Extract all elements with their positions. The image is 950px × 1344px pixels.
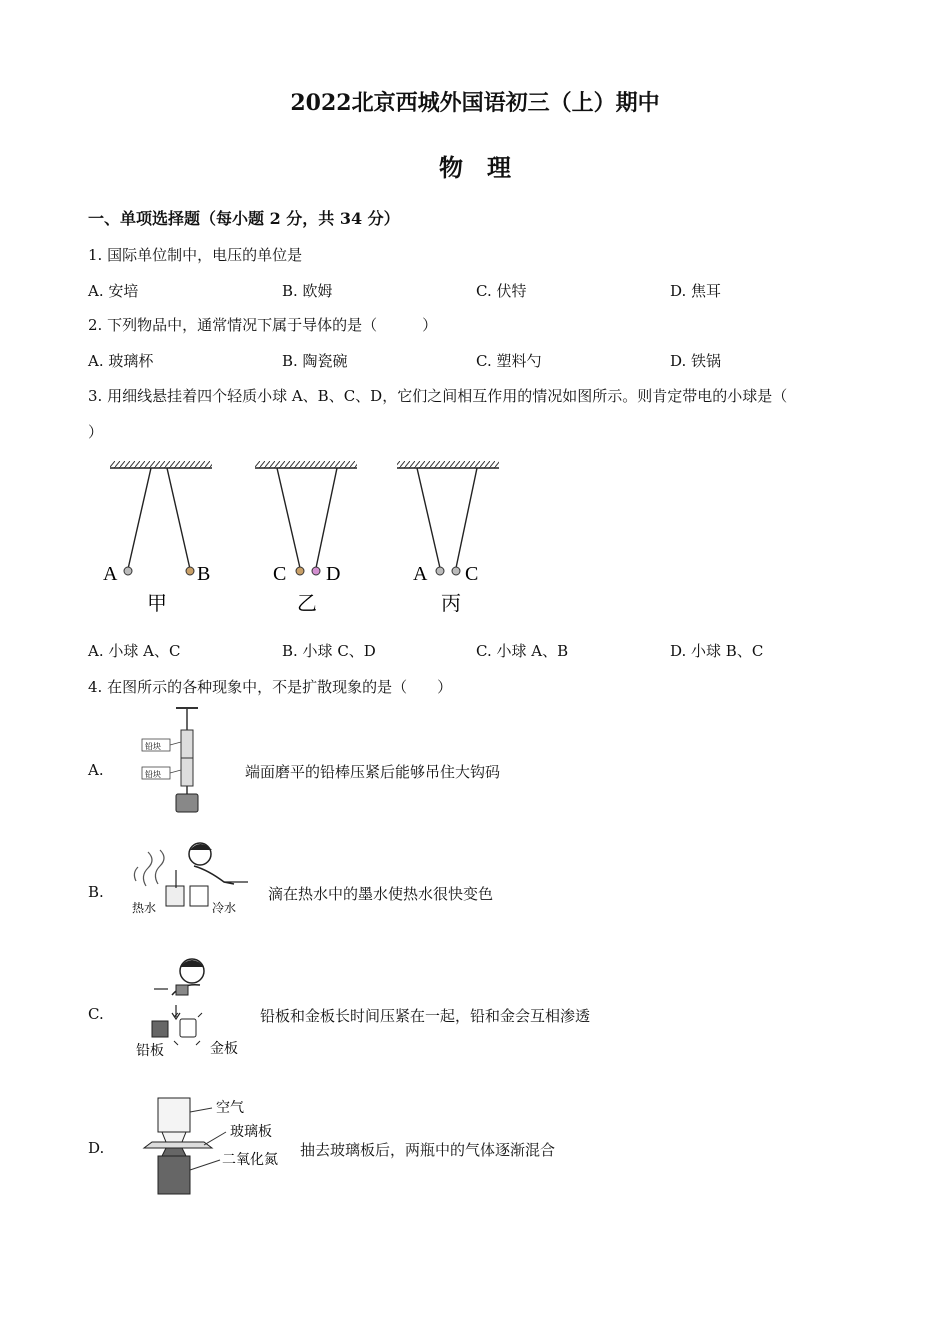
person-arm bbox=[194, 866, 234, 884]
ball-label: B bbox=[197, 563, 211, 585]
fig-label: 铅块 bbox=[145, 770, 161, 779]
q4-option-b-desc: 滴在热水中的墨水使热水很快变色 bbox=[268, 885, 494, 903]
ball-label: C bbox=[273, 563, 287, 585]
glass-plate bbox=[144, 1142, 212, 1148]
hot-water-glass bbox=[166, 886, 184, 906]
q3-option-a: A. 小球 A、C bbox=[88, 642, 181, 660]
ink-diffusion-figure bbox=[128, 836, 250, 918]
thread bbox=[316, 468, 337, 568]
q3-pendulum-figure bbox=[95, 455, 515, 625]
thread bbox=[456, 468, 477, 568]
ball-label: D bbox=[326, 563, 341, 585]
fig-label: 玻璃板 bbox=[230, 1125, 272, 1140]
fig-label: 铅块 bbox=[145, 742, 161, 751]
thread bbox=[277, 468, 300, 568]
fig-label: 金板 bbox=[210, 1042, 238, 1057]
fig-label: 空气 bbox=[216, 1101, 244, 1116]
leader-line bbox=[170, 770, 181, 773]
leader-line bbox=[190, 1108, 212, 1112]
q1-option-d: D. 焦耳 bbox=[670, 282, 722, 300]
figure-jia bbox=[103, 461, 212, 615]
thread bbox=[128, 468, 151, 569]
q2-option-b: B. 陶瓷碗 bbox=[282, 352, 348, 370]
gas-jars-figure bbox=[142, 1090, 292, 1200]
cold-water-glass bbox=[190, 886, 208, 906]
question-4: 4. 在图所示的各种现象中，不是扩散现象的是（ ） bbox=[88, 678, 453, 696]
thread bbox=[417, 468, 440, 568]
q4-option-b-letter: B. bbox=[88, 883, 104, 901]
figure-yi bbox=[255, 461, 357, 615]
leader-line bbox=[170, 742, 181, 745]
lower-jar bbox=[158, 1156, 190, 1194]
lower-jar-neck bbox=[162, 1148, 186, 1156]
ball-label: A bbox=[103, 563, 118, 585]
ball-label: C bbox=[465, 563, 479, 585]
q4-option-a-letter: A. bbox=[88, 761, 104, 779]
ball-label: A bbox=[413, 563, 428, 585]
ceiling-hatch bbox=[397, 461, 499, 468]
fig-label: 二氧化氮 bbox=[222, 1153, 278, 1168]
ball bbox=[312, 567, 320, 575]
lead-blocks-figure bbox=[140, 706, 220, 814]
fig-label: 冷水 bbox=[212, 901, 237, 915]
ceiling-hatch bbox=[110, 461, 212, 468]
pressed-plates bbox=[176, 985, 188, 995]
question-3-line-2: ） bbox=[88, 423, 104, 441]
gold-plate bbox=[180, 1019, 196, 1037]
q3-option-d: D. 小球 B、C bbox=[670, 642, 764, 660]
q4-option-d-desc: 抽去玻璃板后，两瓶中的气体逐渐混合 bbox=[300, 1141, 556, 1159]
person-hair bbox=[180, 960, 204, 967]
section-heading: 一、单项选择题（每小题 2 分，共 34 分） bbox=[88, 209, 400, 228]
fig-label: 热水 bbox=[132, 901, 157, 915]
q1-option-a: A. 安培 bbox=[88, 282, 139, 300]
thread bbox=[167, 468, 190, 569]
steam-lines bbox=[134, 850, 164, 886]
figure-caption: 甲 bbox=[147, 593, 167, 615]
q2-option-a: A. 玻璃杯 bbox=[88, 352, 154, 370]
q4-option-d-letter: D. bbox=[88, 1139, 105, 1157]
leader-line bbox=[204, 1132, 226, 1145]
page-title: 2022北京西城外国语初三（上）期中 bbox=[290, 90, 660, 116]
q2-option-d: D. 铁锅 bbox=[670, 352, 722, 370]
q1-option-b: B. 欧姆 bbox=[282, 282, 333, 300]
ball bbox=[296, 567, 304, 575]
hook-weight bbox=[176, 794, 198, 812]
q4-option-c-letter: C. bbox=[88, 1005, 104, 1023]
q4-option-a-desc: 端面磨平的铅棒压紧后能够吊住大钩码 bbox=[245, 763, 501, 781]
question-1: 1. 国际单位制中，电压的单位是 bbox=[88, 246, 303, 264]
q4-option-c-desc: 铅板和金板长时间压紧在一起，铅和金会互相渗透 bbox=[260, 1007, 591, 1025]
lead-plate bbox=[152, 1021, 168, 1037]
figure-caption: 乙 bbox=[297, 593, 317, 615]
fig-label: 铅板 bbox=[136, 1044, 164, 1059]
q3-option-b: B. 小球 C、D bbox=[282, 642, 376, 660]
q1-option-c: C. 伏特 bbox=[476, 282, 527, 300]
figure-bing bbox=[397, 461, 499, 615]
ball bbox=[436, 567, 444, 575]
leader-line bbox=[190, 1160, 220, 1170]
ceiling-hatch bbox=[255, 461, 357, 468]
lead-gold-figure bbox=[132, 955, 247, 1060]
question-3-line-1: 3. 用细线悬挂着四个轻质小球 A、B、C、D，它们之间相互作用的情况如图所示。则肯定带电的小球是（ bbox=[88, 387, 788, 405]
upper-jar bbox=[158, 1098, 190, 1132]
upper-jar-neck bbox=[162, 1132, 186, 1142]
figure-caption: 丙 bbox=[441, 593, 461, 615]
ball bbox=[186, 567, 194, 575]
subject-title: 物 理 bbox=[439, 153, 511, 182]
ball bbox=[124, 567, 132, 575]
q2-option-c: C. 塑料勺 bbox=[476, 352, 542, 370]
question-2: 2. 下列物品中，通常情况下属于导体的是（ ） bbox=[88, 316, 438, 334]
down-arrow bbox=[172, 1005, 180, 1019]
q3-option-c: C. 小球 A、B bbox=[476, 642, 569, 660]
ball bbox=[452, 567, 460, 575]
